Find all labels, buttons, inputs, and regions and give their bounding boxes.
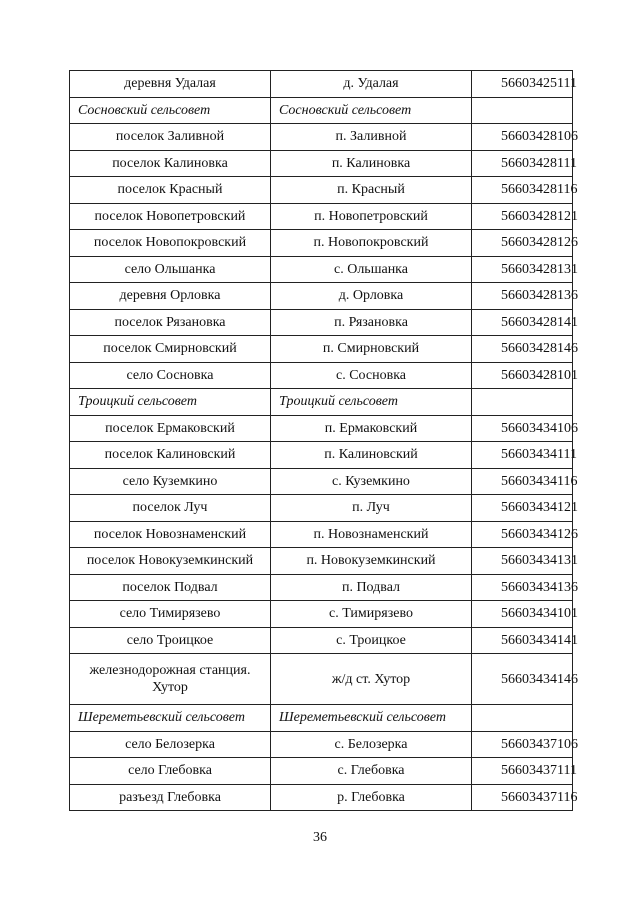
oktmo-code-cell: 56603434131 (472, 548, 573, 575)
oktmo-code-cell: 56603428101 (472, 362, 573, 389)
section-row (70, 705, 573, 732)
settlement-name-cell: село Троицкое (70, 627, 271, 654)
oktmo-code-cell: 56603428146 (472, 336, 573, 363)
settlement-name-cell: железнодорожная станция. Хутор (70, 654, 271, 705)
section-row (70, 97, 573, 124)
settlement-name-cell: поселок Ермаковский (70, 415, 271, 442)
settlement-abbr-cell: п. Красный (271, 177, 472, 204)
table-row (70, 468, 573, 495)
settlement-abbr-cell: п. Калиновка (271, 150, 472, 177)
table-row (70, 731, 573, 758)
settlement-name-cell: деревня Удалая (70, 71, 271, 98)
table-row (70, 336, 573, 363)
settlement-abbr-cell: Троицкий сельсовет (271, 389, 472, 416)
table-row (70, 415, 573, 442)
oktmo-code-cell: 56603428136 (472, 283, 573, 310)
table-row (70, 309, 573, 336)
table-row (70, 177, 573, 204)
oktmo-code-cell: 56603434116 (472, 468, 573, 495)
oktmo-code-cell: 56603437106 (472, 731, 573, 758)
settlement-name-cell: Сосновский сельсовет (70, 97, 271, 124)
settlement-name-cell: поселок Луч (70, 495, 271, 522)
table-row (70, 442, 573, 469)
table-row (70, 784, 573, 811)
settlement-abbr-cell: с. Глебовка (271, 758, 472, 785)
oktmo-code-cell: 56603434121 (472, 495, 573, 522)
settlement-abbr-cell: п. Рязановка (271, 309, 472, 336)
table-row (70, 203, 573, 230)
table-row (70, 256, 573, 283)
settlement-name-cell: Шереметьевский сельсовет (70, 705, 271, 732)
settlement-abbr-cell: п. Калиновский (271, 442, 472, 469)
settlement-abbr-cell: п. Новознаменский (271, 521, 472, 548)
settlement-abbr-cell: с. Ольшанка (271, 256, 472, 283)
settlement-abbr-cell: п. Заливной (271, 124, 472, 151)
settlement-name-cell: поселок Новопетровский (70, 203, 271, 230)
oktmo-code-cell: 56603425111 (472, 71, 573, 98)
table-row (70, 521, 573, 548)
settlement-abbr-cell: р. Глебовка (271, 784, 472, 811)
settlement-name-cell: село Тимирязево (70, 601, 271, 628)
oktmo-code-cell (472, 705, 573, 732)
settlement-abbr-cell: с. Куземкино (271, 468, 472, 495)
oktmo-code-cell: 56603428106 (472, 124, 573, 151)
settlement-name-cell: поселок Калиновский (70, 442, 271, 469)
settlement-name-cell: поселок Заливной (70, 124, 271, 151)
settlement-name-cell: деревня Орловка (70, 283, 271, 310)
settlement-name-cell: поселок Калиновка (70, 150, 271, 177)
table-row (70, 574, 573, 601)
table-row (70, 601, 573, 628)
settlement-abbr-cell: с. Сосновка (271, 362, 472, 389)
table-row (70, 627, 573, 654)
oktmo-code-cell: 56603434141 (472, 627, 573, 654)
settlement-name-cell: село Сосновка (70, 362, 271, 389)
table-row (70, 758, 573, 785)
settlement-name-cell: Троицкий сельсовет (70, 389, 271, 416)
oktmo-code-cell: 56603434126 (472, 521, 573, 548)
settlement-abbr-cell: п. Ермаковский (271, 415, 472, 442)
oktmo-code-cell: 56603434101 (472, 601, 573, 628)
settlement-abbr-cell: с. Тимирязево (271, 601, 472, 628)
settlement-name-cell: село Куземкино (70, 468, 271, 495)
oktmo-code-cell: 56603437116 (472, 784, 573, 811)
page-number: 36 (313, 830, 327, 845)
oktmo-code-cell: 56603428126 (472, 230, 573, 257)
oktmo-code-cell: 56603437111 (472, 758, 573, 785)
settlements-table-body (70, 71, 578, 811)
table-row (70, 124, 573, 151)
oktmo-code-cell: 56603428116 (472, 177, 573, 204)
settlement-abbr-cell: д. Удалая (271, 71, 472, 98)
settlement-name-cell: поселок Смирновский (70, 336, 271, 363)
table-row (70, 548, 573, 575)
settlement-abbr-cell: п. Подвал (271, 574, 472, 601)
settlement-name-cell: поселок Новопокровский (70, 230, 271, 257)
settlement-abbr-cell: ж/д ст. Хутор (271, 654, 472, 705)
settlement-abbr-cell: с. Троицкое (271, 627, 472, 654)
settlements-table (69, 70, 578, 811)
table-row (70, 362, 573, 389)
oktmo-code-cell: 56603428121 (472, 203, 573, 230)
settlement-name-cell: село Белозерка (70, 731, 271, 758)
settlement-abbr-cell: д. Орловка (271, 283, 472, 310)
settlement-name-cell: поселок Новокуземкинский (70, 548, 271, 575)
table-row (70, 654, 573, 705)
table-row (70, 71, 573, 98)
settlement-abbr-cell: п. Луч (271, 495, 472, 522)
table-row (70, 283, 573, 310)
oktmo-code-cell (472, 97, 573, 124)
oktmo-code-cell: 56603428141 (472, 309, 573, 336)
oktmo-code-cell: 56603434111 (472, 442, 573, 469)
settlement-abbr-cell: Сосновский сельсовет (271, 97, 472, 124)
settlement-abbr-cell: п. Новокуземкинский (271, 548, 472, 575)
settlement-name-cell: поселок Новознаменский (70, 521, 271, 548)
settlement-name-cell: поселок Красный (70, 177, 271, 204)
oktmo-code-cell: 56603434136 (472, 574, 573, 601)
settlement-abbr-cell: п. Новопокровский (271, 230, 472, 257)
settlement-name-cell: разъезд Глебовка (70, 784, 271, 811)
section-row (70, 389, 573, 416)
table-row (70, 495, 573, 522)
settlement-abbr-cell: с. Белозерка (271, 731, 472, 758)
oktmo-code-cell: 56603434106 (472, 415, 573, 442)
settlement-abbr-cell: п. Смирновский (271, 336, 472, 363)
settlement-name-cell: поселок Рязановка (70, 309, 271, 336)
settlement-name-cell: поселок Подвал (70, 574, 271, 601)
settlement-abbr-cell: Шереметьевский сельсовет (271, 705, 472, 732)
oktmo-code-cell: 56603428111 (472, 150, 573, 177)
oktmo-code-cell: 56603428131 (472, 256, 573, 283)
oktmo-code-cell (472, 389, 573, 416)
table-row (70, 150, 573, 177)
oktmo-code-cell: 56603434146 (472, 654, 573, 705)
table-row (70, 230, 573, 257)
settlement-name-cell: село Глебовка (70, 758, 271, 785)
settlement-name-cell: село Ольшанка (70, 256, 271, 283)
settlement-abbr-cell: п. Новопетровский (271, 203, 472, 230)
